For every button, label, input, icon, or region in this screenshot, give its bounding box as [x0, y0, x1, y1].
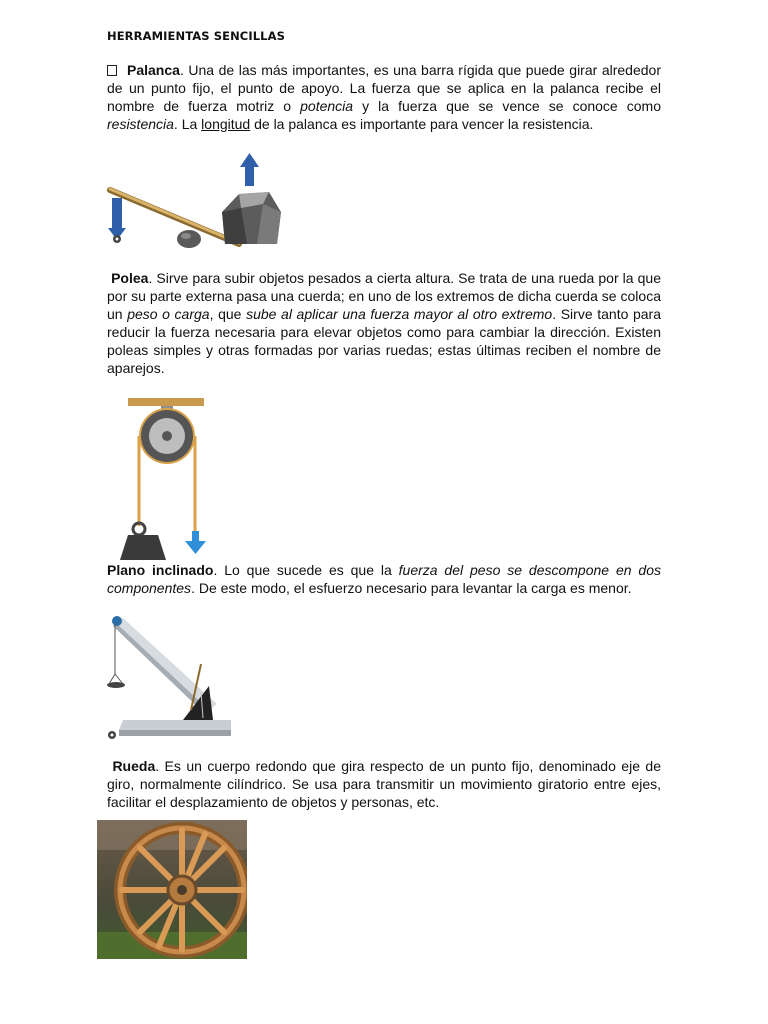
rueda-paragraph — [107, 757, 661, 811]
palanca-paragraph — [107, 61, 661, 133]
polea-text-1: . Sirve para subir objetos pesados a cierta altura. Se trata de una rueda por la que por su parte externa pasa una cuerda; en uno de los extremos de dicha cuerda se coloca un — [107, 270, 662, 322]
lever-illustration — [107, 150, 287, 252]
rueda-text-1: . Es un cuerpo redondo que gira respecto de un punto fijo, denominado eje de giro, normalmente cilíndrico. Se usa para transmitir un movimiento giratorio entre ejes, facilitar el desplazamiento de objetos y personas, etc. — [107, 758, 661, 810]
polea-term: Polea — [111, 270, 149, 286]
palanca-text-4: de la palanca es importante para vencer la resistencia. — [250, 116, 594, 132]
palanca-italic-resistencia: resistencia — [107, 116, 174, 132]
palanca-text-2: y la fuerza que se vence se conoce como — [353, 98, 662, 114]
palanca-italic-potencia: potencia — [300, 98, 354, 114]
polea-text-3: . Sirve tanto para reducir la fuerza necesaria para elevar objetos como para cambiar la dirección. Existen poleas simples y otras formadas por varias ruedas; estas últimas reciben el nombre de aparejos. — [107, 306, 661, 376]
inclined-plane-base — [119, 720, 231, 736]
palanca-underline-longitud: longitud — [201, 116, 251, 132]
palanca-text-3: . La — [173, 116, 202, 132]
plano-italic-fuerza: fuerza del peso se descompone en dos componentes — [107, 562, 661, 596]
wooden-wheel — [120, 828, 244, 952]
plano-text-2: . De este modo, el esfuerzo necesario para levantar la carga es menor. — [191, 580, 632, 596]
fulcrum-rock — [177, 230, 201, 248]
plano-paragraph — [107, 561, 661, 597]
palanca-text-1: . Una de las más importantes, es una barra rígida que puede girar alrededor de un punto fijo, el punto de apoyo. La fuerza que se aplica en la palanca recibe el nombre de fuerza motriz o — [107, 62, 661, 114]
pulley-wheel — [139, 408, 195, 464]
ceiling-beam — [128, 398, 204, 406]
rueda-term: Rueda — [112, 758, 156, 774]
document-title: HERRAMIENTAS SENCILLAS — [107, 29, 285, 43]
polea-italic-sube: sube al aplicar una fuerza mayor al otro extremo — [246, 306, 553, 322]
polea-text-2: , que — [209, 306, 247, 322]
pulley-illustration — [106, 396, 214, 562]
wagon-wheel-photo — [97, 820, 247, 959]
plano-term: Plano inclinado — [107, 562, 214, 578]
inclined-plane-illustration — [105, 614, 235, 742]
polea-paragraph — [107, 269, 661, 377]
polea-italic-peso: peso o carga — [127, 306, 210, 322]
plano-text-1: . Lo que sucede es que la — [213, 562, 399, 578]
palanca-term: Palanca — [127, 62, 180, 78]
checkbox-bullet-icon — [107, 65, 117, 76]
